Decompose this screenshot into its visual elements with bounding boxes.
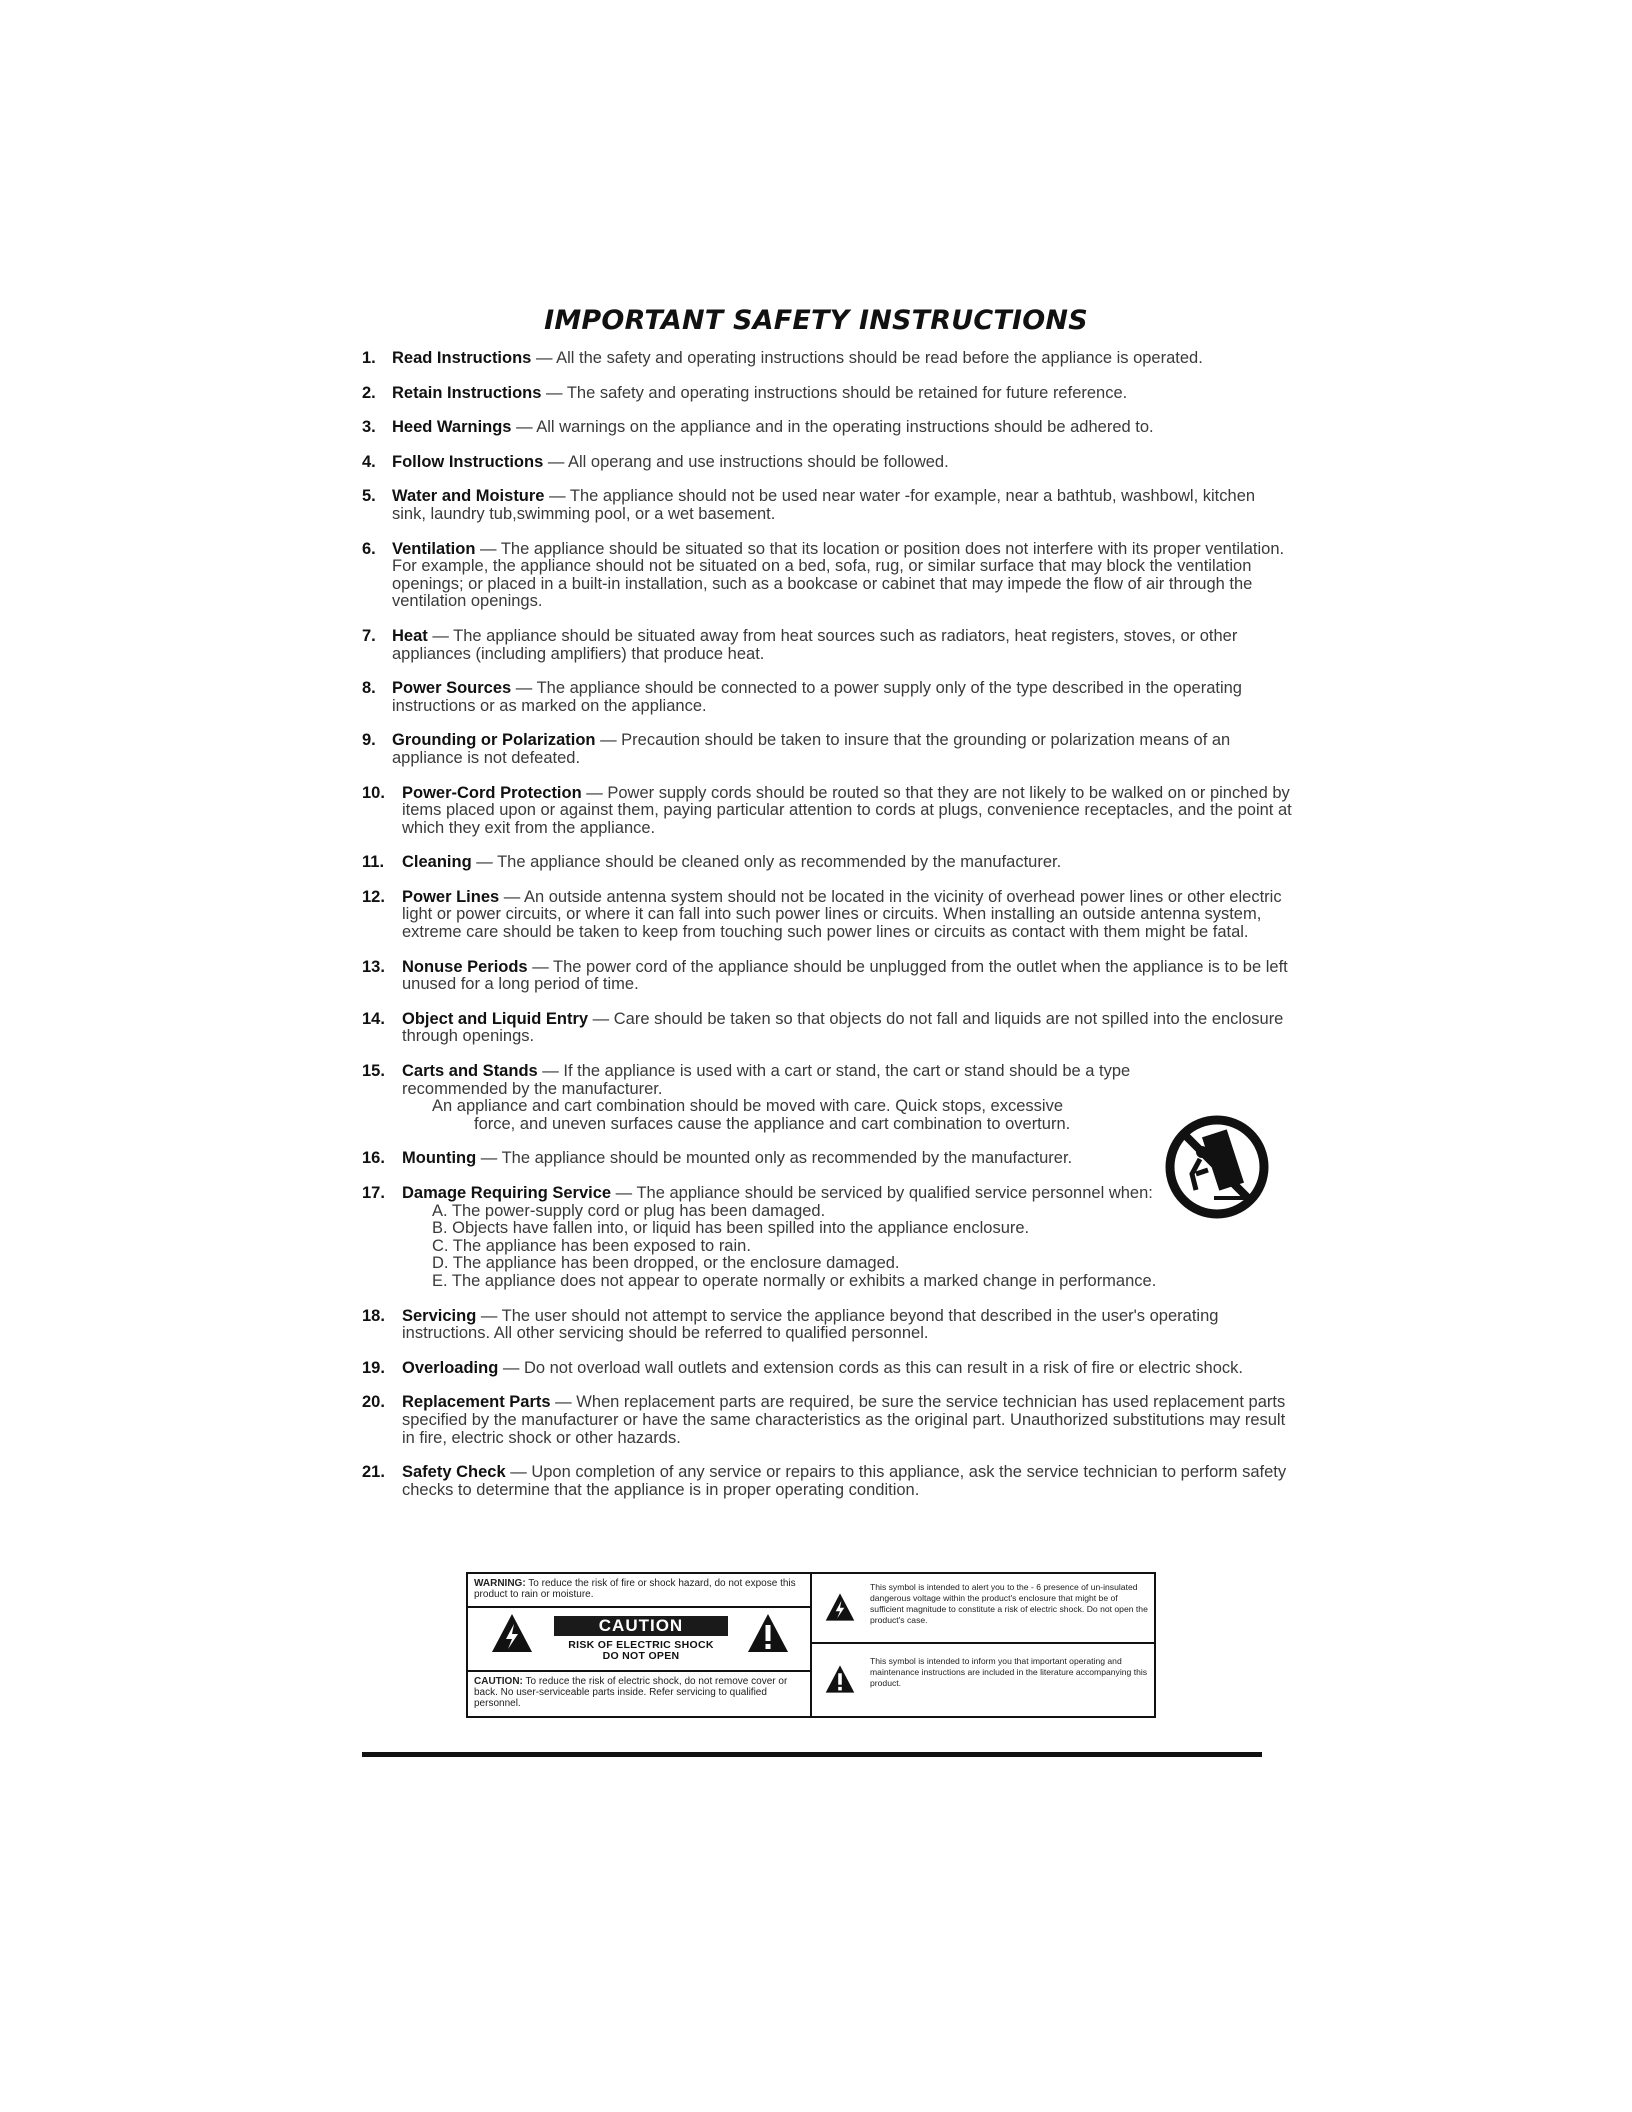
- instruction-list: [362, 350, 1292, 1516]
- instruction-item: 21. Safety Check — Upon completion of any service or repairs to this appliance, ask the service technician to perform safety checks to determine that the appliance is in proper operating condition.: [362, 1463, 1287, 1499]
- page-title: IMPORTANT SAFETY INSTRUCTIONS: [544, 305, 1088, 336]
- exclamation-triangle-icon: [746, 1612, 790, 1654]
- caution-notice: CAUTION: To reduce the risk of electric shock, do not remove cover or back. No user-serviceable parts inside. Refer servicing to qualified personnel.: [474, 1676, 788, 1709]
- instruction-item: 8. Power Sources — The appliance should be connected to a power supply only of the type described in the operating instructions or as marked on the appliance.: [362, 679, 1242, 715]
- instruction-item: 1. Read Instructions — All the safety and operating instructions should be read before the appliance is operated.: [362, 349, 1203, 367]
- instruction-item: 9. Grounding or Polarization — Precaution should be taken to insure that the grounding or polarization means of an appliance is not defeated.: [362, 731, 1231, 767]
- sublist-item: D. The appliance has been dropped, or the enclosure damaged.: [432, 1254, 900, 1273]
- instruction-item: 11. Cleaning — The appliance should be cleaned only as recommended by the manufacturer.: [362, 853, 1062, 872]
- instruction-item: 6. Ventilation — The appliance should be situated so that its location or position does not interfere with its proper ventilation. For example, the appliance should not be situated on a bed, sofa, rug, or similar surface that may block the ventilation openings; or placed in a built-in installation, such as a bookcase or cabinet that may impede the flow of air through the ventilation openings.: [362, 539, 1285, 611]
- symbol-description: This symbol is intended to inform you that important operating and maintenance instructions are included in the literature accompanying this product.: [870, 1656, 1148, 1688]
- symbol-row: [812, 1574, 1154, 1644]
- instruction-item: 14. Object and Liquid Entry — Care should be taken so that objects do not fall and liquids are not spilled into the enclosure through openings.: [362, 1009, 1284, 1046]
- instruction-item: 19. Overloading — Do not overload wall outlets and extension cords as this can result in a risk of fire or electric shock.: [362, 1358, 1243, 1377]
- sublist-item: E. The appliance does not appear to operate normally or exhibits a marked change in performance.: [432, 1271, 1157, 1290]
- cart-note-line: An appliance and cart combination should be moved with care. Quick stops, excessive: [432, 1097, 1064, 1116]
- sublist-item: C. The appliance has been exposed to rain.: [432, 1236, 751, 1255]
- warning-label-box: [466, 1572, 1156, 1718]
- instruction-item: 4. Follow Instructions — All operang and use instructions should be followed.: [362, 452, 949, 471]
- sublist-item: B. Objects have fallen into, or liquid has been spilled into the appliance enclosure.: [432, 1219, 1030, 1238]
- cart-note-line: force, and uneven surfaces cause the appliance and cart combination to overturn.: [474, 1114, 1071, 1133]
- instruction-item: 7. Heat — The appliance should be situated away from heat sources such as radiators, heat registers, stoves, or other appliances (including amplifiers) that produce heat.: [362, 626, 1238, 663]
- instruction-item: 17. Damage Requiring Service — The appliance should be serviced by qualified service personnel when: A. The power-supply cord or plug has been damaged. B. Objects have fallen into, or liquid has been spilled into the appliance enclosure. C. The appliance has been exposed to rain. D. The appliance has been dropped, or the enclosure damaged. E. The appliance does not appear to operate normally or exhibits a marked change in performance.: [362, 1185, 1292, 1291]
- risk-text: RISK OF ELECTRIC SHOCK DO NOT OPEN: [568, 1639, 714, 1662]
- warning-notice: WARNING: To reduce the risk of fire or shock hazard, do not expose this product to rain or moisture.: [474, 1578, 796, 1600]
- instruction-item: 15. Carts and Stands — If the appliance is used with a cart or stand, the cart or stand should be a type recommended by the manufacturer. An appliance and cart combination should be moved with care. Quick stops, excessive force, and uneven surfaces cause the appliance and cart combination to overturn.: [362, 1063, 1292, 1133]
- instruction-item: 13. Nonuse Periods — The power cord of the appliance should be unplugged from the outlet when the appliance is to be left unused for a long period of time.: [362, 957, 1288, 994]
- divider: [468, 1606, 810, 1608]
- instruction-item: 18. Servicing — The user should not attempt to service the appliance beyond that described in the user's operating instructions. All other servicing should be referred to qualified personnel.: [362, 1306, 1219, 1343]
- symbol-description: This symbol is intended to alert you to the - 6 presence of un-insulated dangerous voltage within the product's enclosure that might be of sufficient magnitude to constitute a risk of electric shock. Do not open the product's case.: [870, 1582, 1148, 1625]
- instruction-item: 3. Heed Warnings — All warnings on the appliance and in the operating instructions should be adhered to.: [362, 418, 1154, 437]
- bottom-rule: [362, 1752, 1262, 1757]
- caution-panel: [468, 1574, 812, 1716]
- instruction-item: 16. Mounting — The appliance should be mounted only as recommended by the manufacturer.: [362, 1149, 1073, 1168]
- instruction-item: 10. Power-Cord Protection — Power supply cords should be routed so that they are not likely to be walked on or pinched by items placed upon or against them, paying particular attention to cords at plugs, convenience receptacles, and the point at which they exit from the appliance.: [362, 783, 1292, 837]
- damage-sublist: [402, 1203, 1292, 1291]
- symbol-row: [812, 1644, 1154, 1716]
- caution-title: CAUTION: [554, 1616, 728, 1636]
- instruction-item: 2. Retain Instructions — The safety and operating instructions should be retained for future reference.: [362, 383, 1128, 402]
- exclamation-triangle-icon: [824, 1664, 856, 1694]
- sublist-item: A. The power-supply cord or plug has been damaged.: [432, 1201, 826, 1220]
- cart-tip-over-icon: [1162, 1112, 1272, 1222]
- instruction-item: 5. Water and Moisture — The appliance should not be used near water -for example, near a bathtub, washbowl, kitchen sink, laundry tub,swimming pool, or a wet basement.: [362, 487, 1256, 523]
- instruction-item: 20. Replacement Parts — When replacement parts are required, be sure the service technician has used replacement parts specified by the manufacturer or have the same characteristics as the original part. Unauthorized substitutions may result in fire, electric shock or other hazards.: [362, 1393, 1286, 1447]
- divider: [468, 1670, 810, 1672]
- lightning-triangle-icon: [490, 1612, 534, 1654]
- instruction-item: 12. Power Lines — An outside antenna system should not be located in the vicinity of overhead power lines or other electric light or power circuits, or where it can fall into such power lines or circuits. When installing an outside antenna system, extreme care should be taken to keep from touching such power lines or circuits as contact with them might be fatal.: [362, 887, 1282, 942]
- lightning-triangle-icon: [824, 1592, 856, 1622]
